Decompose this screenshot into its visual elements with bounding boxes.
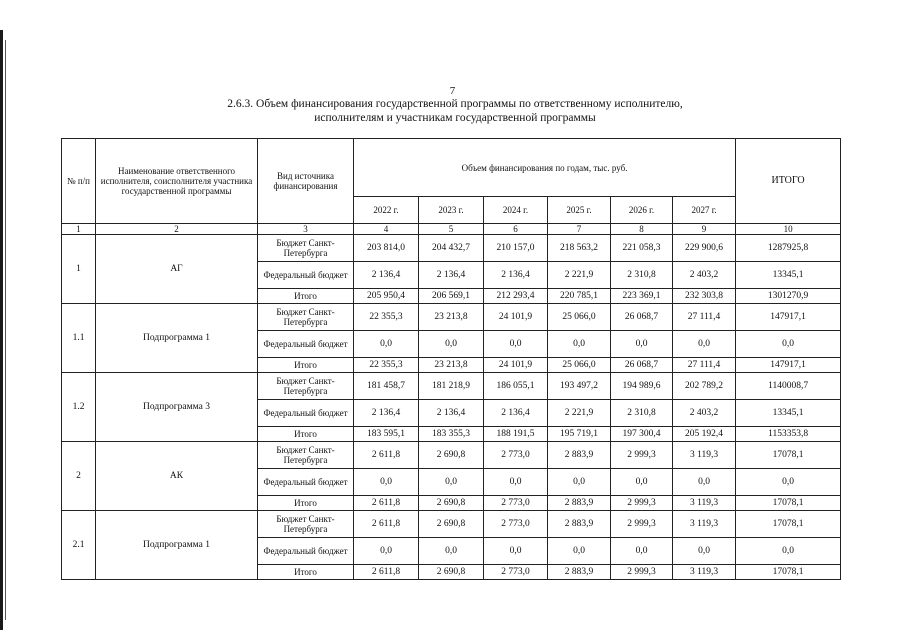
executor-name: АК — [96, 442, 258, 511]
year-value: 0,0 — [354, 538, 419, 565]
year-value: 2 611,8 — [354, 565, 419, 580]
funding-source: Итого — [258, 496, 354, 511]
header-funding-volume: Объем финансирования по годам, тыс. руб. — [354, 139, 736, 197]
year-value: 203 814,0 — [354, 235, 419, 262]
year-value: 220 785,1 — [548, 289, 611, 304]
funding-source: Федеральный бюджет — [258, 262, 354, 289]
year-value: 193 497,2 — [548, 373, 611, 400]
year-value: 0,0 — [548, 538, 611, 565]
year-value: 0,0 — [419, 469, 484, 496]
year-value: 204 432,7 — [419, 235, 484, 262]
column-number: 9 — [673, 224, 736, 235]
year-value: 197 300,4 — [611, 427, 673, 442]
year-value: 2 999,3 — [611, 565, 673, 580]
year-value: 195 719,1 — [548, 427, 611, 442]
executor-name: Подпрограмма 1 — [96, 304, 258, 373]
header-executor-name: Наименование ответственного исполнителя, соисполнителя участника государственной программы — [96, 139, 258, 224]
funding-source: Федеральный бюджет — [258, 400, 354, 427]
row-total: 1153353,8 — [736, 427, 841, 442]
year-value: 0,0 — [354, 469, 419, 496]
year-value: 2 221,9 — [548, 262, 611, 289]
document-title — [150, 97, 760, 125]
executor-name: АГ — [96, 235, 258, 304]
year-value: 2 883,9 — [548, 511, 611, 538]
year-value: 2 883,9 — [548, 442, 611, 469]
column-number: 4 — [354, 224, 419, 235]
year-value: 0,0 — [548, 331, 611, 358]
year-value: 2 310,8 — [611, 400, 673, 427]
column-number: 1 — [62, 224, 96, 235]
row-total: 147917,1 — [736, 304, 841, 331]
year-value: 183 355,3 — [419, 427, 484, 442]
year-value: 0,0 — [419, 538, 484, 565]
funding-source: Итого — [258, 565, 354, 580]
header-year: 2027 г. — [673, 197, 736, 224]
year-value: 26 068,7 — [611, 358, 673, 373]
financing-table — [61, 138, 841, 580]
column-number: 7 — [548, 224, 611, 235]
column-number: 8 — [611, 224, 673, 235]
header-year: 2022 г. — [354, 197, 419, 224]
header-year: 2026 г. — [611, 197, 673, 224]
year-value: 202 789,2 — [673, 373, 736, 400]
year-value: 0,0 — [611, 469, 673, 496]
row-number: 2 — [62, 442, 96, 511]
year-value: 3 119,3 — [673, 442, 736, 469]
funding-source: Итого — [258, 427, 354, 442]
year-value: 2 136,4 — [484, 400, 548, 427]
header-year: 2023 г. — [419, 197, 484, 224]
scan-left-edge — [0, 30, 3, 630]
year-value: 22 355,3 — [354, 358, 419, 373]
year-value: 232 303,8 — [673, 289, 736, 304]
executor-name: Подпрограмма 1 — [96, 511, 258, 580]
row-number: 1.1 — [62, 304, 96, 373]
scan-left-edge-line — [5, 40, 6, 620]
row-total: 17078,1 — [736, 496, 841, 511]
year-value: 2 611,8 — [354, 496, 419, 511]
year-value: 0,0 — [484, 331, 548, 358]
year-value: 2 403,2 — [673, 400, 736, 427]
funding-source: Бюджет Санкт-Петербурга — [258, 373, 354, 400]
funding-source: Бюджет Санкт-Петербурга — [258, 511, 354, 538]
year-value: 0,0 — [611, 331, 673, 358]
year-value: 0,0 — [419, 331, 484, 358]
year-value: 2 773,0 — [484, 442, 548, 469]
header-funding-source: Вид источника финансирования — [258, 139, 354, 224]
year-value: 3 119,3 — [673, 565, 736, 580]
year-value: 205 192,4 — [673, 427, 736, 442]
year-value: 0,0 — [354, 331, 419, 358]
year-value: 0,0 — [673, 469, 736, 496]
header-year: 2025 г. — [548, 197, 611, 224]
table-row — [62, 511, 841, 538]
row-total: 1140008,7 — [736, 373, 841, 400]
year-value: 0,0 — [611, 538, 673, 565]
table-row — [62, 304, 841, 331]
year-value: 0,0 — [673, 538, 736, 565]
year-value: 212 293,4 — [484, 289, 548, 304]
year-value: 23 213,8 — [419, 304, 484, 331]
year-value: 3 119,3 — [673, 511, 736, 538]
year-value: 2 611,8 — [354, 442, 419, 469]
year-value: 229 900,6 — [673, 235, 736, 262]
year-value: 2 999,3 — [611, 496, 673, 511]
row-total: 17078,1 — [736, 511, 841, 538]
year-value: 0,0 — [484, 469, 548, 496]
row-total: 1301270,9 — [736, 289, 841, 304]
year-value: 2 773,0 — [484, 496, 548, 511]
year-value: 194 989,6 — [611, 373, 673, 400]
year-value: 2 136,4 — [484, 262, 548, 289]
year-value: 218 563,2 — [548, 235, 611, 262]
row-total: 0,0 — [736, 538, 841, 565]
year-value: 2 773,0 — [484, 511, 548, 538]
row-total: 13345,1 — [736, 262, 841, 289]
year-value: 25 066,0 — [548, 304, 611, 331]
year-value: 2 883,9 — [548, 565, 611, 580]
year-value: 2 136,4 — [354, 262, 419, 289]
year-value: 0,0 — [484, 538, 548, 565]
funding-source: Федеральный бюджет — [258, 331, 354, 358]
year-value: 206 569,1 — [419, 289, 484, 304]
year-value: 3 119,3 — [673, 496, 736, 511]
table-row — [62, 235, 841, 262]
year-value: 26 068,7 — [611, 304, 673, 331]
column-number: 5 — [419, 224, 484, 235]
row-total: 13345,1 — [736, 400, 841, 427]
row-total: 17078,1 — [736, 442, 841, 469]
year-value: 0,0 — [673, 331, 736, 358]
year-value: 2 611,8 — [354, 511, 419, 538]
year-value: 2 136,4 — [354, 400, 419, 427]
header-total: ИТОГО — [736, 139, 841, 224]
year-value: 186 055,1 — [484, 373, 548, 400]
year-value: 223 369,1 — [611, 289, 673, 304]
year-value: 2 999,3 — [611, 511, 673, 538]
column-number: 3 — [258, 224, 354, 235]
year-value: 2 773,0 — [484, 565, 548, 580]
year-value: 188 191,5 — [484, 427, 548, 442]
funding-source: Бюджет Санкт-Петербурга — [258, 304, 354, 331]
year-value: 210 157,0 — [484, 235, 548, 262]
funding-source: Итого — [258, 289, 354, 304]
year-value: 2 883,9 — [548, 496, 611, 511]
row-number: 1 — [62, 235, 96, 304]
funding-source: Бюджет Санкт-Петербурга — [258, 442, 354, 469]
year-value: 24 101,9 — [484, 358, 548, 373]
year-value: 2 690,8 — [419, 511, 484, 538]
year-value: 2 690,8 — [419, 496, 484, 511]
year-value: 2 690,8 — [419, 442, 484, 469]
title-line-2: исполнителям и участникам государственной программы — [314, 112, 596, 124]
year-value: 2 221,9 — [548, 400, 611, 427]
year-value: 0,0 — [548, 469, 611, 496]
year-value: 221 058,3 — [611, 235, 673, 262]
table-row — [62, 442, 841, 469]
page-number: 7 — [449, 85, 456, 97]
row-number: 2.1 — [62, 511, 96, 580]
year-value: 181 458,7 — [354, 373, 419, 400]
funding-source: Итого — [258, 358, 354, 373]
year-value: 27 111,4 — [673, 358, 736, 373]
column-number: 10 — [736, 224, 841, 235]
year-value: 2 136,4 — [419, 262, 484, 289]
year-value: 23 213,8 — [419, 358, 484, 373]
row-total: 0,0 — [736, 331, 841, 358]
year-value: 2 403,2 — [673, 262, 736, 289]
title-line-1: 2.6.3. Объем финансирования государственной программы по ответственному исполнителю, — [227, 98, 683, 110]
header-year: 2024 г. — [484, 197, 548, 224]
funding-source: Бюджет Санкт-Петербурга — [258, 235, 354, 262]
funding-source: Федеральный бюджет — [258, 469, 354, 496]
year-value: 27 111,4 — [673, 304, 736, 331]
funding-source: Федеральный бюджет — [258, 538, 354, 565]
column-number: 2 — [96, 224, 258, 235]
year-value: 183 595,1 — [354, 427, 419, 442]
year-value: 2 690,8 — [419, 565, 484, 580]
header-no: № п/п — [62, 139, 96, 224]
row-number: 1.2 — [62, 373, 96, 442]
column-number: 6 — [484, 224, 548, 235]
year-value: 2 136,4 — [419, 400, 484, 427]
table-row — [62, 373, 841, 400]
row-total: 147917,1 — [736, 358, 841, 373]
year-value: 2 310,8 — [611, 262, 673, 289]
year-value: 25 066,0 — [548, 358, 611, 373]
year-value: 2 999,3 — [611, 442, 673, 469]
year-value: 22 355,3 — [354, 304, 419, 331]
year-value: 24 101,9 — [484, 304, 548, 331]
row-total: 1287925,8 — [736, 235, 841, 262]
executor-name: Подпрограмма 3 — [96, 373, 258, 442]
row-total: 0,0 — [736, 469, 841, 496]
year-value: 181 218,9 — [419, 373, 484, 400]
year-value: 205 950,4 — [354, 289, 419, 304]
row-total: 17078,1 — [736, 565, 841, 580]
